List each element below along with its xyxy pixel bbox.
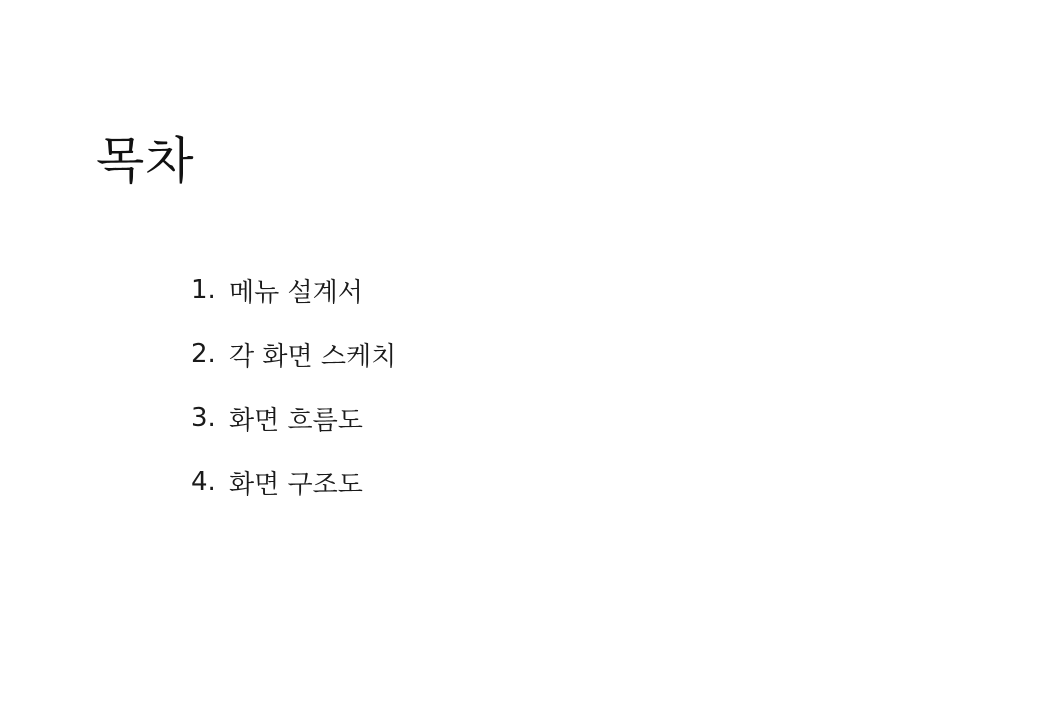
toc-item-screen-sketches xyxy=(191,334,396,374)
toc-item-menu-spec xyxy=(191,270,396,310)
toc-item-number: 3. xyxy=(191,403,216,433)
toc-item-label: 화면 구조도 xyxy=(229,469,363,500)
table-of-contents xyxy=(191,270,396,526)
toc-item-label: 화면 흐름도 xyxy=(229,405,363,436)
toc-item-number: 2. xyxy=(191,339,216,369)
toc-item-screen-structure xyxy=(191,462,396,502)
toc-item-screen-flow xyxy=(191,398,396,438)
toc-item-number: 1. xyxy=(191,275,216,305)
toc-item-label: 각 화면 스케치 xyxy=(229,341,397,372)
page-title: 목차 xyxy=(96,132,195,190)
toc-item-label: 메뉴 설계서 xyxy=(229,277,363,308)
toc-item-number: 4. xyxy=(191,467,216,497)
